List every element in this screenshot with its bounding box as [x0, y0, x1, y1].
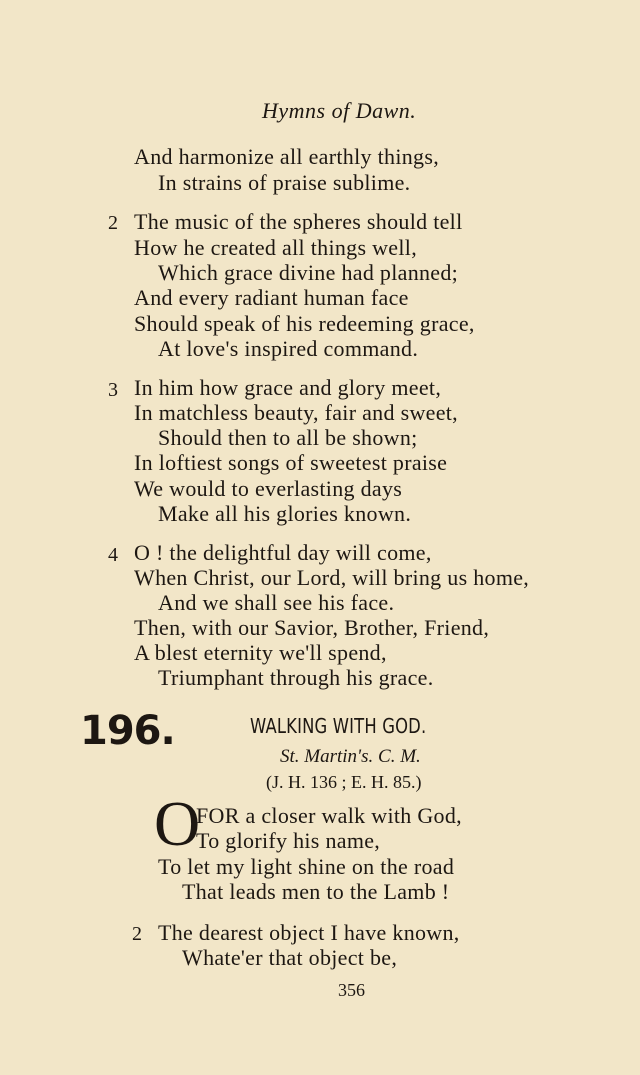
verse-line: At love's inspired command.	[158, 336, 419, 361]
verse-line: Should speak of his redeeming grace,	[134, 311, 475, 336]
verse-number: 2	[108, 212, 118, 234]
verse-line: And we shall see his face.	[158, 590, 395, 615]
verse-line: The music of the spheres should tell	[134, 209, 463, 234]
verse-line: In him how grace and glory meet,	[134, 375, 442, 400]
verse-line: When Christ, our Lord, will bring us home,	[134, 565, 530, 590]
verse-line: Make all his glories known.	[158, 501, 412, 526]
verse-line: We would to everlasting days	[134, 476, 403, 501]
verse-line: How he created all things well,	[134, 235, 417, 260]
verse-line: In loftiest songs of sweetest praise	[134, 450, 448, 475]
verse-line: That leads men to the Lamb !	[182, 879, 450, 904]
hymn-number: 196.	[80, 708, 175, 754]
verse-line: Whate'er that object be,	[182, 945, 398, 970]
verse-line: In matchless beauty, fair and sweet,	[134, 400, 458, 425]
verse-number: 4	[108, 544, 118, 566]
verse-line: And every radiant human face	[134, 285, 409, 310]
verse-line: In strains of praise sublime.	[158, 170, 411, 195]
verse-number: 3	[108, 379, 118, 401]
verse-line: The dearest object I have known,	[158, 920, 460, 945]
verse-line: Which grace divine had planned;	[158, 260, 459, 285]
verse-number: 2	[132, 923, 142, 945]
hymn-reference: (J. H. 136 ; E. H. 85.)	[266, 772, 422, 792]
verse-line: Triumphant through his grace.	[158, 665, 434, 690]
hymn-title: WALKING WITH GOD.	[250, 714, 427, 738]
verse-line: Then, with our Savior, Brother, Friend,	[134, 615, 490, 640]
verse-line: FOR a closer walk with God,	[196, 803, 462, 828]
tune-name: St. Martin's. C. M.	[280, 746, 421, 767]
verse-line: Should then to all be shown;	[158, 425, 418, 450]
verse-line: O ! the delightful day will come,	[134, 540, 432, 565]
running-head: Hymns of Dawn.	[262, 98, 417, 123]
verse-line: To glorify his name,	[196, 828, 381, 853]
verse-line: A blest eternity we'll spend,	[134, 640, 387, 665]
verse-line: To let my light shine on the road	[158, 854, 455, 879]
verse-line: And harmonize all earthly things,	[134, 144, 439, 169]
drop-cap: O	[154, 788, 201, 859]
page-number: 356	[338, 980, 365, 1000]
